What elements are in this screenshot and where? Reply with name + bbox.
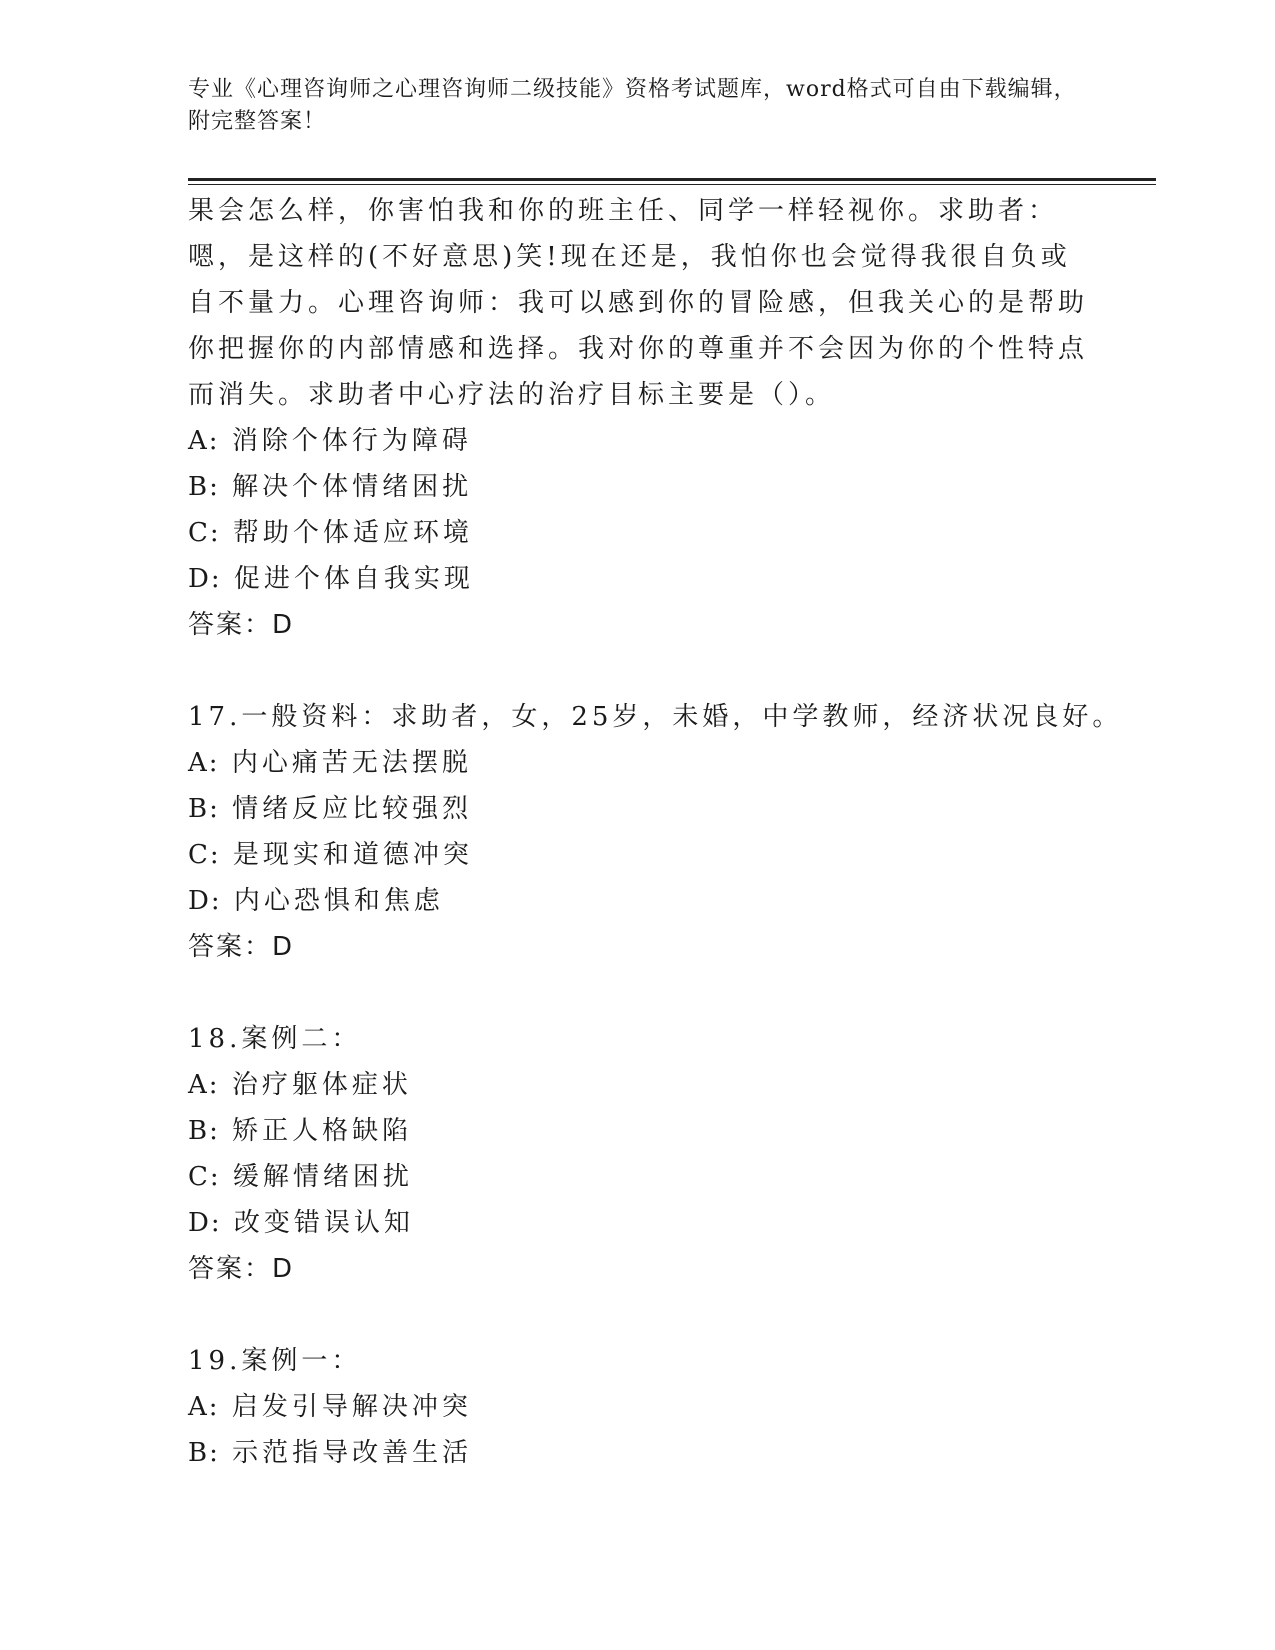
option-b — [188, 464, 1088, 510]
option-text: 内心痛苦无法摆脱 — [231, 748, 472, 778]
option-c — [188, 832, 1088, 878]
document-header: 专业《心理咨询师之心理咨询师二级技能》资格考试题库，word格式可自由下载编辑，附完整答案！ — [188, 77, 1077, 134]
option-b — [188, 1108, 1088, 1154]
option-key: B: — [188, 472, 220, 502]
option-c — [188, 510, 1088, 556]
option-key: A: — [188, 1392, 220, 1422]
option-text: 解决个体情绪困扰 — [232, 472, 473, 502]
option-b — [188, 786, 1088, 832]
option-text: 促进个体自我实现 — [233, 564, 474, 594]
option-text: 帮助个体适应环境 — [232, 518, 473, 548]
answer-line: 答案：D — [188, 932, 295, 962]
option-a — [188, 418, 1088, 464]
option-c — [188, 1154, 1088, 1200]
header-rule-thick — [188, 178, 1156, 181]
option-text: 情绪反应比较强烈 — [232, 794, 473, 824]
question-19-title: 19.案例一： — [188, 1346, 362, 1376]
document-body — [188, 188, 1123, 1476]
spacer — [188, 1292, 1088, 1338]
option-text: 是现实和道德冲突 — [232, 840, 473, 870]
option-key: B: — [188, 1116, 220, 1146]
option-key: D: — [188, 564, 222, 594]
option-text: 示范指导改善生活 — [232, 1438, 473, 1468]
option-key: A: — [188, 426, 220, 456]
option-key: D: — [188, 886, 222, 916]
header-rule-thin — [188, 184, 1156, 185]
option-text: 矫正人格缺陷 — [232, 1116, 413, 1146]
option-a — [188, 1384, 1088, 1430]
option-key: A: — [188, 1070, 220, 1100]
option-a — [188, 740, 1088, 786]
spacer — [188, 648, 1088, 694]
option-text: 缓解情绪困扰 — [232, 1162, 413, 1192]
option-key: C: — [188, 840, 221, 870]
option-key: C: — [188, 1162, 221, 1192]
answer-line: 答案：D — [188, 1254, 295, 1284]
option-key: C: — [188, 518, 221, 548]
option-text: 治疗躯体症状 — [231, 1070, 412, 1100]
question-17-title: 17.一般资料：求助者，女，25岁，未婚，中学教师，经济状况良好。 — [188, 702, 1123, 732]
option-a — [188, 1062, 1088, 1108]
option-text: 内心恐惧和焦虑 — [233, 886, 444, 916]
option-key: D: — [188, 1208, 222, 1238]
option-key: B: — [188, 794, 220, 824]
option-text: 消除个体行为障碍 — [231, 426, 472, 456]
option-d — [188, 878, 1088, 924]
option-d — [188, 556, 1088, 602]
question-18-title: 18.案例二： — [188, 1024, 362, 1054]
option-d — [188, 1200, 1088, 1246]
option-key: B: — [188, 1438, 220, 1468]
spacer — [188, 970, 1088, 1016]
option-key: A: — [188, 748, 220, 778]
answer-line: 答案：D — [188, 610, 295, 640]
option-text: 启发引导解决冲突 — [231, 1392, 472, 1422]
option-b — [188, 1430, 1088, 1476]
question-continuation-text: 果会怎么样，你害怕我和你的班主任、同学一样轻视你。求助者：嗯，是这样的(不好意思)笑!现在还是，我怕你也会觉得我很自负或自不量力。心理咨询师：我可以感到你的冒险感，但我关心的是帮助你把握你的内部情感和选择。我对你的尊重并不会因为你的个性特点而消失。求助者中心疗法的治疗目标主要是（）。 — [188, 196, 1089, 410]
option-text: 改变错误认知 — [233, 1208, 414, 1238]
